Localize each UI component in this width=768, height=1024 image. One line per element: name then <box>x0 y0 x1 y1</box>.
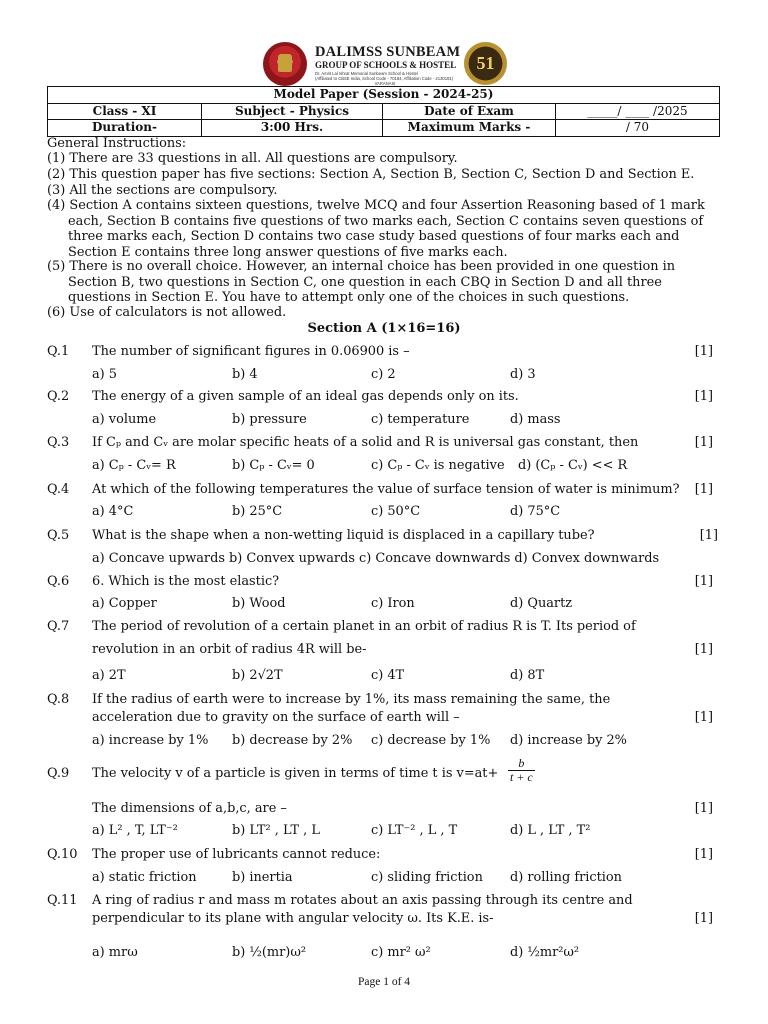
option-b: b) Wood <box>232 596 286 611</box>
instruction-item: (4) Section A contains sixteen questions, twelve MCQ and four Assertion Reasoning based of 1 mark each, Section B contains five questions of two marks each, Section C contains seven questions of three marks each, Section D contains two case study based questions of four marks each and Section E contains three long answer questions of five marks each. <box>47 198 705 260</box>
instruction-item: (2) This question paper has five sections: Section A, Section B, Section C, Section D and Section E. <box>47 167 695 182</box>
option-d: d) mass <box>510 412 561 427</box>
question-number: Q.7 <box>47 619 70 634</box>
option-a: a) mrω <box>92 945 138 960</box>
question-number: Q.4 <box>47 482 70 497</box>
option-c: c) 2 <box>371 367 396 382</box>
question-number: Q.3 <box>47 435 70 450</box>
option-d: d) rolling friction <box>510 870 622 885</box>
instructions-heading: General Instructions: <box>47 136 187 151</box>
option-b: b) ½(mr)ω² <box>232 945 306 960</box>
option-a: a) increase by 1% <box>92 733 209 748</box>
question-number: Q.10 <box>47 847 78 862</box>
option-c: c) sliding friction <box>371 870 483 885</box>
option-b: b) decrease by 2% <box>232 733 353 748</box>
marks-label-cell: Maximum Marks - <box>383 120 556 137</box>
velocity-fraction: $\frac{b}{t + c}$ <box>510 756 533 784</box>
question-mark: [1] <box>694 710 713 725</box>
question-text-line2: revolution in an orbit of radius 4R will be- <box>92 642 367 657</box>
option-b: b) LT² , LT , L <box>232 823 320 838</box>
page-footer: Page 1 of 4 <box>357 976 411 988</box>
option-b: b) inertia <box>232 870 293 885</box>
option-c: c) 4T <box>371 668 405 683</box>
question-number: Q.5 <box>47 528 70 543</box>
duration-label-cell: Duration- <box>48 120 202 137</box>
option-b: b) Cₚ - Cᵥ= 0 <box>232 458 315 473</box>
option-c: c) mr² ω² <box>371 945 431 960</box>
question-mark: [1] <box>694 574 713 589</box>
question-text: The number of significant figures in 0.06900 is – <box>92 344 410 359</box>
option-a: a) 5 <box>92 367 118 382</box>
option-d: d) Quartz <box>510 596 573 611</box>
school-name: DALIMSS SUNBEAM <box>315 44 461 60</box>
school-logo-header <box>263 42 508 86</box>
option-a: a) 4°C <box>92 504 134 519</box>
question-mark: [1] <box>694 389 713 404</box>
question-text: The velocity v of a particle is given in terms of time t is v=at+ <box>92 766 499 781</box>
option-a: a) Cₚ - Cᵥ= R <box>92 458 176 473</box>
option-row: a) Concave upwards b) Convex upwards c) Concave downwards d) Convex downwards <box>92 551 660 566</box>
instruction-item: (3) All the sections are compulsory. <box>47 183 278 198</box>
option-b: b) 25°C <box>232 504 283 519</box>
question-text-line2: acceleration due to gravity on the surface of earth will – <box>92 710 460 725</box>
option-a: a) 2T <box>92 668 126 683</box>
question-number: Q.2 <box>47 389 70 404</box>
question-mark: [1] <box>694 911 713 926</box>
section-a-title: Section A (1×16=16) <box>307 321 461 336</box>
option-a: a) static friction <box>92 870 197 885</box>
instruction-item: (5) There is no overall choice. However, an internal choice has been provided in one question in Section B, two questions in Section C, one question in each CBQ in Section D and all three questions in Section E. You have to attempt only one of the choices in such questions. <box>47 259 676 305</box>
anniversary-badge-icon: 51 <box>464 42 507 85</box>
question-number: Q.6 <box>47 574 70 589</box>
option-d: d) 3 <box>510 367 536 382</box>
option-c: c) Cₚ - Cᵥ is negative <box>371 458 505 473</box>
question-number: Q.1 <box>47 344 70 359</box>
date-label-cell: Date of Exam <box>383 103 556 120</box>
option-d: d) 75°C <box>510 504 561 519</box>
question-number: Q.11 <box>47 893 78 908</box>
question-text-line2: The dimensions of a,b,c, are – <box>92 801 287 816</box>
question-text: What is the shape when a non-wetting liquid is displaced in a capillary tube? <box>92 528 595 543</box>
question-mark: [1] <box>694 344 713 359</box>
question-mark: [1] <box>699 528 718 543</box>
marks-value-cell: / 70 <box>556 120 720 137</box>
option-d: d) (Cₚ - Cᵥ) << R <box>518 458 628 473</box>
question-text: 6. Which is the most elastic? <box>92 574 280 589</box>
class-cell: Class - XI <box>48 103 202 120</box>
option-c: c) Iron <box>371 596 415 611</box>
option-d: d) L , LT , T² <box>510 823 591 838</box>
option-d: d) ½mr²ω² <box>510 945 580 960</box>
instruction-item: (1) There are 33 questions in all. All questions are compulsory. <box>47 151 458 166</box>
question-mark: [1] <box>694 642 713 657</box>
question-text: A ring of radius r and mass m rotates about an axis passing through its centre and <box>92 893 633 908</box>
school-subline: Dr. Amrit Lal Ishrat Memorial Sunbeam School & Hostel (Affiliated to CBSE India, School Code - 70184, Affiliation Code - 2130181) VARANASI <box>315 71 454 86</box>
question-text: If the radius of earth were to increase by 1%, its mass remaining the same, the <box>92 692 611 707</box>
question-text: The proper use of lubricants cannot reduce: <box>92 847 381 862</box>
exam-info-table <box>47 86 720 137</box>
option-c: c) 50°C <box>371 504 421 519</box>
option-c: c) decrease by 1% <box>371 733 491 748</box>
paper-title: Model Paper (Session - 2024-25) <box>48 87 720 104</box>
option-b: b) 2√2T <box>232 668 283 683</box>
question-mark: [1] <box>694 847 713 862</box>
subject-cell: Subject - Physics <box>202 103 383 120</box>
question-text: If Cₚ and Cᵥ are molar specific heats of a solid and R is universal gas constant, then <box>92 435 639 450</box>
question-text: The period of revolution of a certain planet in an orbit of radius R is T. Its period of <box>92 619 636 634</box>
option-a: a) volume <box>92 412 157 427</box>
duration-value-cell: 3:00 Hrs. <box>202 120 383 137</box>
question-text-line2: perpendicular to its plane with angular velocity ω. Its K.E. is- <box>92 911 494 926</box>
school-emblem-icon <box>263 42 307 86</box>
option-a: a) L² , T, LT⁻² <box>92 823 178 838</box>
question-text: At which of the following temperatures the value of surface tension of water is minimum? <box>92 482 680 497</box>
option-d: d) increase by 2% <box>510 733 627 748</box>
question-text: The energy of a given sample of an ideal gas depends only on its. <box>92 389 519 404</box>
option-c: c) LT⁻² , L , T <box>371 823 458 838</box>
option-a: a) Copper <box>92 596 157 611</box>
school-group: GROUP OF SCHOOLS & HOSTEL <box>315 60 457 70</box>
option-d: d) 8T <box>510 668 545 683</box>
question-number: Q.8 <box>47 692 70 707</box>
question-mark: [1] <box>694 801 713 816</box>
question-mark: [1] <box>694 435 713 450</box>
question-mark: [1] <box>694 482 713 497</box>
option-b: b) pressure <box>232 412 307 427</box>
question-number: Q.9 <box>47 766 70 781</box>
option-c: c) temperature <box>371 412 470 427</box>
option-b: b) 4 <box>232 367 258 382</box>
instruction-item: (6) Use of calculators is not allowed. <box>47 305 287 320</box>
date-value-cell: _____/ ____ /2025 <box>556 103 720 120</box>
